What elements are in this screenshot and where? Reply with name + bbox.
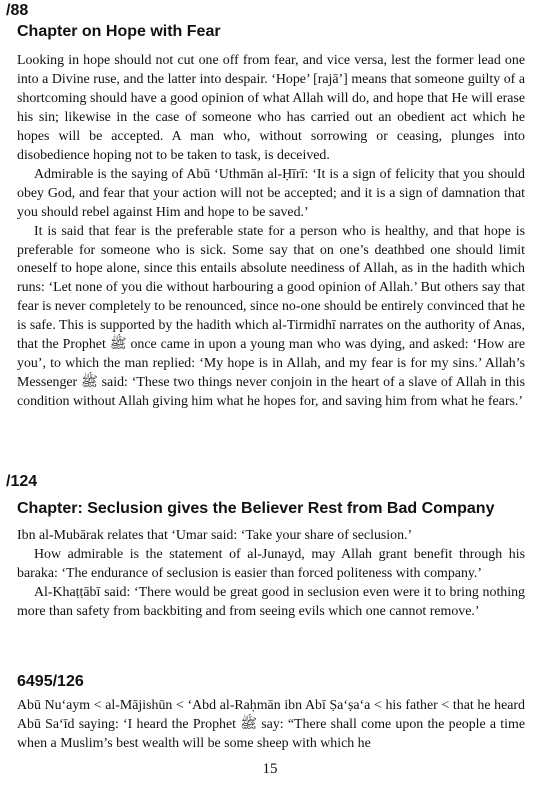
paragraph: Admirable is the saying of Abū ‘Uthmān al-Ḥīrī: ‘It is a sign of felicity that you should obey God, and fear that your action will not be accepted; and it is a sign of damnation that you should rebel against Him and hope to be saved.’ <box>17 166 525 220</box>
paragraph: Ibn al-Mubārak relates that ‘Umar said: ‘Take your share of seclusion.’ <box>17 528 413 543</box>
paragraph: Looking in hope should not cut one off from fear, and vice versa, lest the former lead one into a Divine ruse, and the latter into despair. ‘Hope’ [rajā’] means that someone guilty of a shortcoming should have a good opinion of what Allah will do, and hope that He will erase his sin; likewise in the case of someone who has carried out an obedient act which he hopes will be accepted. A man who, without sorrowing or ceasing, plunges into disobedience hoping not to be taken to task, is deceived. <box>17 53 525 163</box>
section-body <box>17 52 525 412</box>
paragraph: It is said that fear is the preferable state for a person who is healthy, and that hope is preferable for someone who is sick. Some say that on one’s deathbed one should limit oneself to hope alone, since this entails absolute neediness of Allah, as in the hadith which runs: ‘Let none of you die without harbouring a good opinion of Allah.’ But others say that fear is never completely to be renounced, since no-one should be entirely convinced that he is safe. This is supported by the hadith which al-Tirmidhī narrates on the authority of Anas, that the Prophet ﷺ once came in upon a young man who was dying, and asked: ‘How are you’, to which the man replied: ‘My hope is in Allah, and my fear is for my sins.’ Allah’s Messenger ﷺ said: ‘These two things never conjoin in the heart of a slave of Allah in this condition without Allah giving him what he hopes for, and saving him from what he fears.’ <box>17 223 526 410</box>
section-body <box>17 527 525 622</box>
section-heading: Chapter on Hope with Fear <box>17 23 221 40</box>
section-body <box>17 697 525 754</box>
paragraph: Al-Khaṭṭābī said: ‘There would be great good in seclusion even were it to bring nothing more than safety from backbiting and from seeing evils which one cannot remove.’ <box>17 584 525 619</box>
paragraph: Abū Nu‘aym < al-Mājishūn < ‘Abd al-Raḥmān ibn Abī Ṣa‘ṣa‘a < his father < that he heard Abū Sa‘īd saying: ‘I heard the Prophet ﷺ say: “There shall come upon the people a time when a Muslim’s best wealth will be some sheep with which he <box>17 698 525 751</box>
section-number: /88 <box>6 2 29 19</box>
paragraph: How admirable is the statement of al-Junayd, may Allah grant benefit through his baraka: ‘The endurance of seclusion is easier than forced politeness with company.’ <box>17 546 525 581</box>
section-heading: Chapter: Seclusion gives the Believer Rest from Bad Company <box>17 500 495 517</box>
section-number: /124 <box>6 473 38 490</box>
section-number: 6495/126 <box>17 673 84 690</box>
page-number: 15 <box>262 761 278 777</box>
